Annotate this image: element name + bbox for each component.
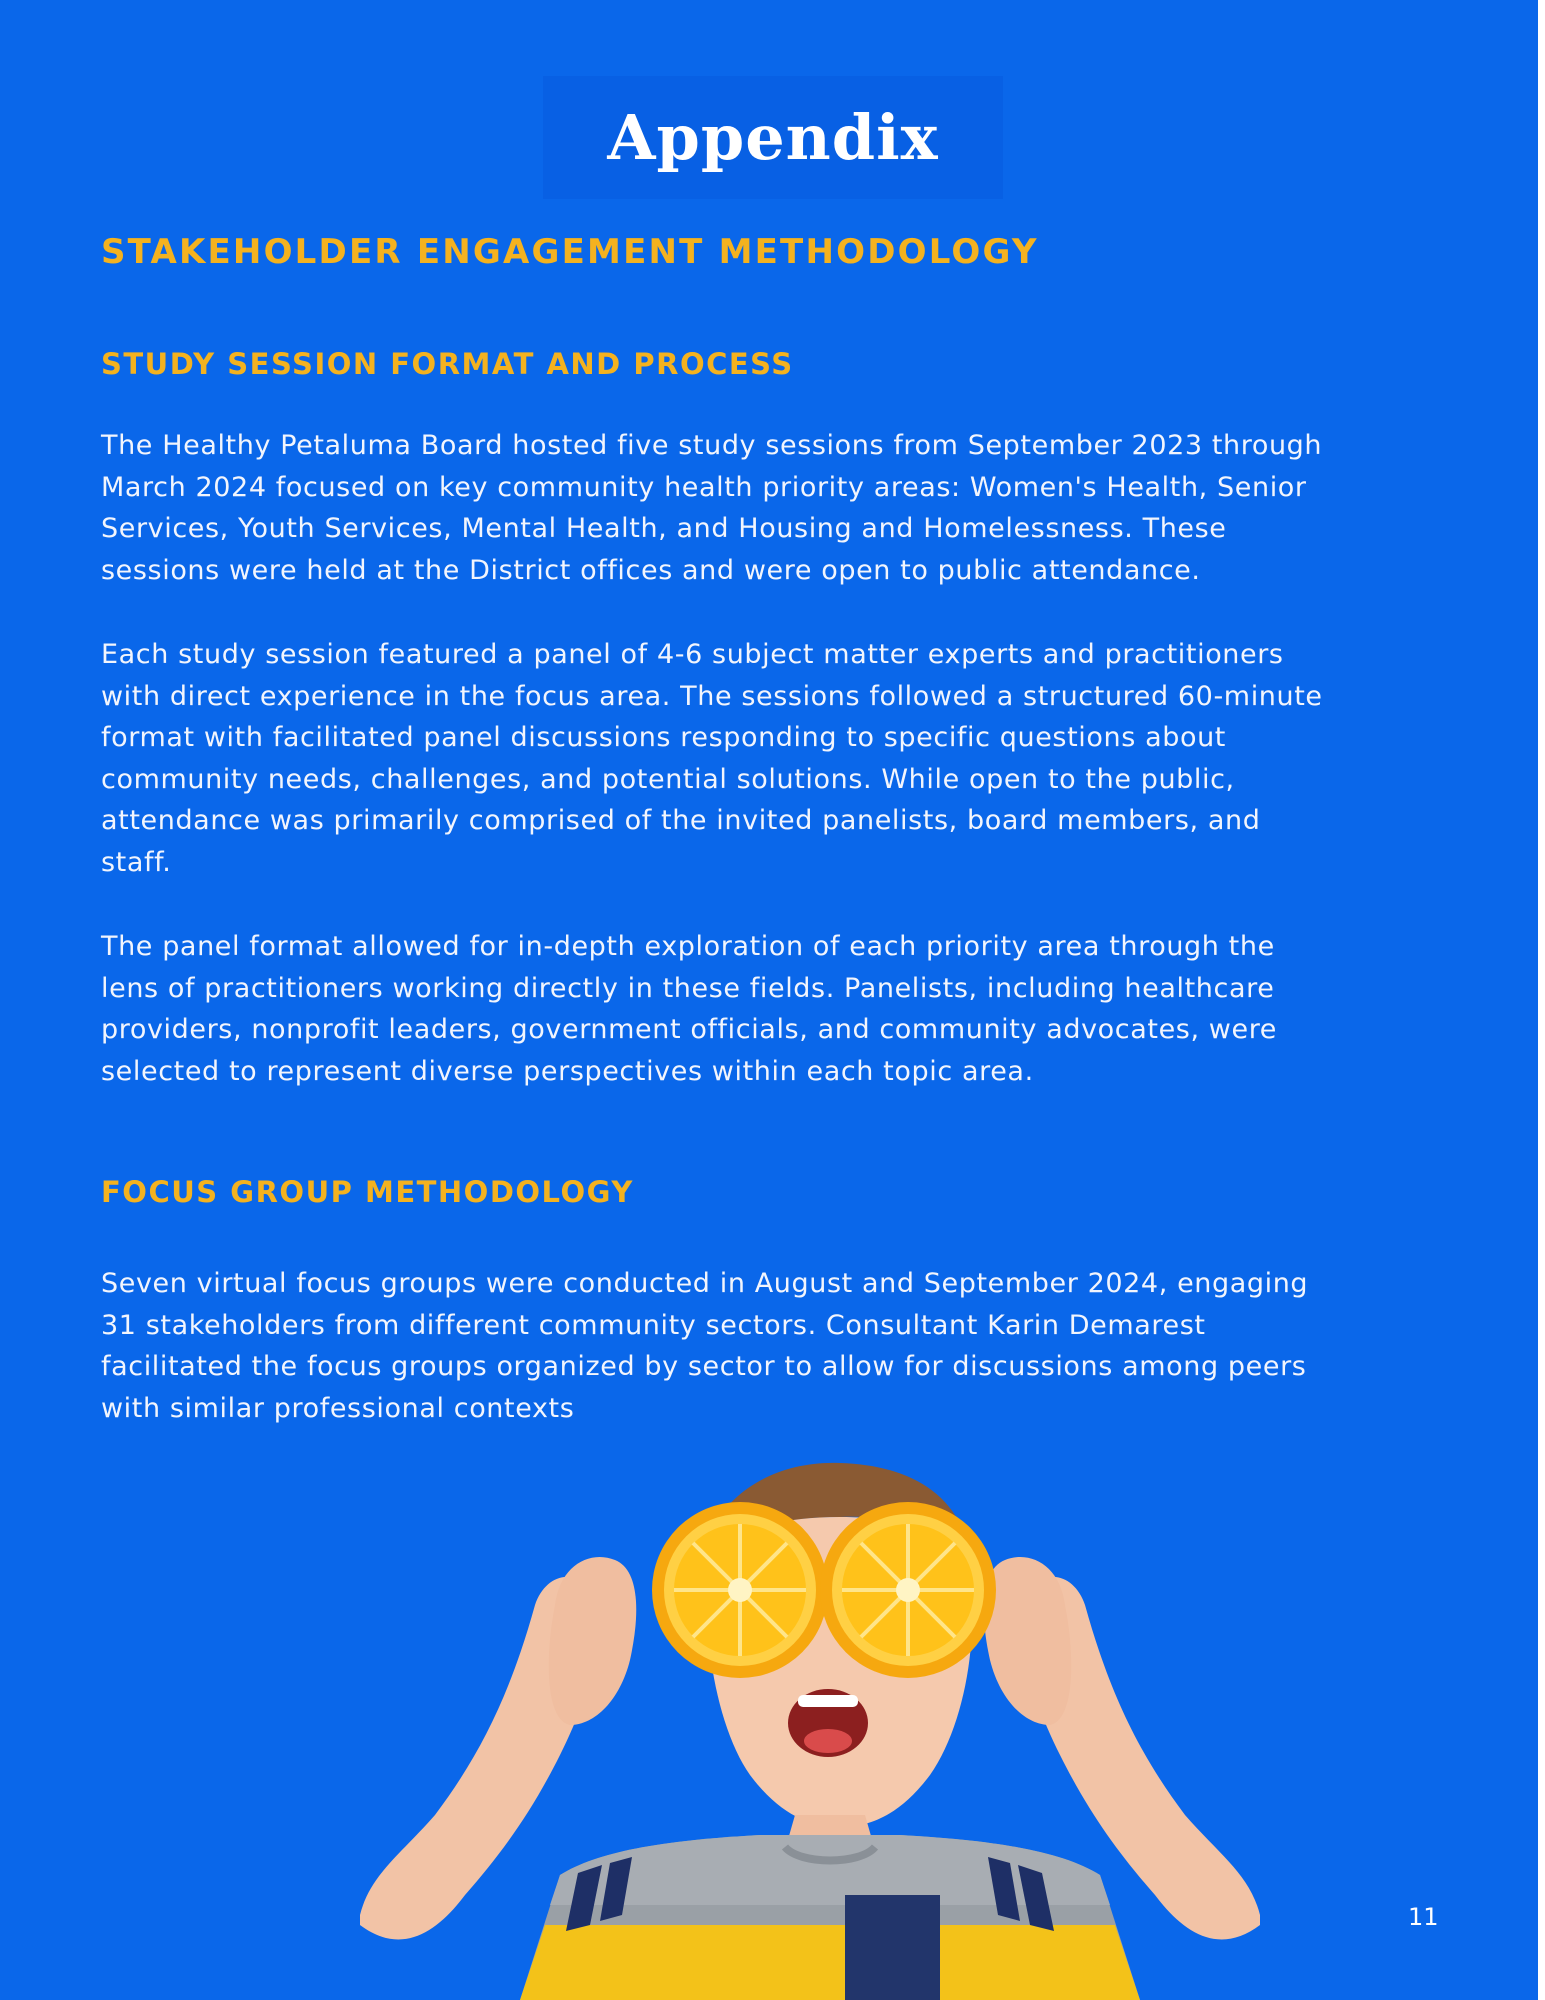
focus-group-paragraph [101, 1263, 1441, 1429]
shirt-yellow-band [520, 1925, 1140, 2000]
text-line: sessions were held at the District offices and were open to public attendance. [101, 554, 1201, 586]
text-line: The panel format allowed for in-depth exploration of each priority area through the [101, 931, 1275, 962]
photo-boy-with-orange-halves [340, 1455, 1280, 2000]
text-line: The Healthy Petaluma Board hosted five study sessions from September 2023 through [101, 430, 1323, 461]
text-line: format with facilitated panel discussions responding to specific questions about [101, 722, 1226, 754]
right-hand [984, 1557, 1071, 1725]
page-edge [1538, 0, 1545, 2000]
text-line: with similar professional contexts [101, 1392, 575, 1424]
study-session-heading: STUDY SESSION FORMAT AND PROCESS [101, 347, 794, 381]
title-banner [543, 76, 1003, 199]
shirt-pocket [845, 1895, 940, 2000]
right-orange-half [820, 1502, 996, 1678]
text-line: with direct experience in the focus area. The sessions followed a structured 60-minute [101, 680, 1323, 712]
text-line: 31 stakeholders from different community sectors. Consultant Karin Demarest [101, 1309, 1206, 1341]
text-line: staff. [101, 846, 172, 878]
left-orange-half [652, 1502, 828, 1678]
text-line: providers, nonprofit leaders, government officials, and community advocates, were [101, 1014, 1278, 1046]
text-line: March 2024 focused on key community health priority areas: Women's Health, Senior [101, 471, 1307, 503]
text-line: facilitated the focus groups organized by sector to allow for discussions among peers [101, 1351, 1307, 1383]
study-session-paragraph-1 [101, 425, 1441, 591]
text-line: lens of practitioners working directly in these fields. Panelists, including healthcare [101, 972, 1275, 1004]
text-line: selected to represent diverse perspectives within each topic area. [101, 1055, 1034, 1087]
focus-group-heading: FOCUS GROUP METHODOLOGY [101, 1175, 634, 1209]
text-line: community needs, challenges, and potential solutions. While open to the public, [101, 763, 1235, 795]
study-session-paragraph-3 [101, 926, 1441, 1092]
text-line: Services, Youth Services, Mental Health, and Housing and Homelessness. These [101, 513, 1227, 545]
left-hand [549, 1557, 636, 1725]
text-line: attendance was primarily comprised of the invited panelists, board members, and [101, 805, 1261, 837]
page-title: Appendix [607, 100, 939, 174]
section-heading: STAKEHOLDER ENGAGEMENT METHODOLOGY [101, 232, 1039, 272]
text-line: Seven virtual focus groups were conducted in August and September 2024, engaging [101, 1268, 1309, 1299]
study-session-paragraph-2 [101, 634, 1441, 884]
text-line: Each study session featured a panel of 4-6 subject matter experts and practitioners [101, 639, 1284, 670]
page-number: 11 [1408, 1903, 1439, 1931]
